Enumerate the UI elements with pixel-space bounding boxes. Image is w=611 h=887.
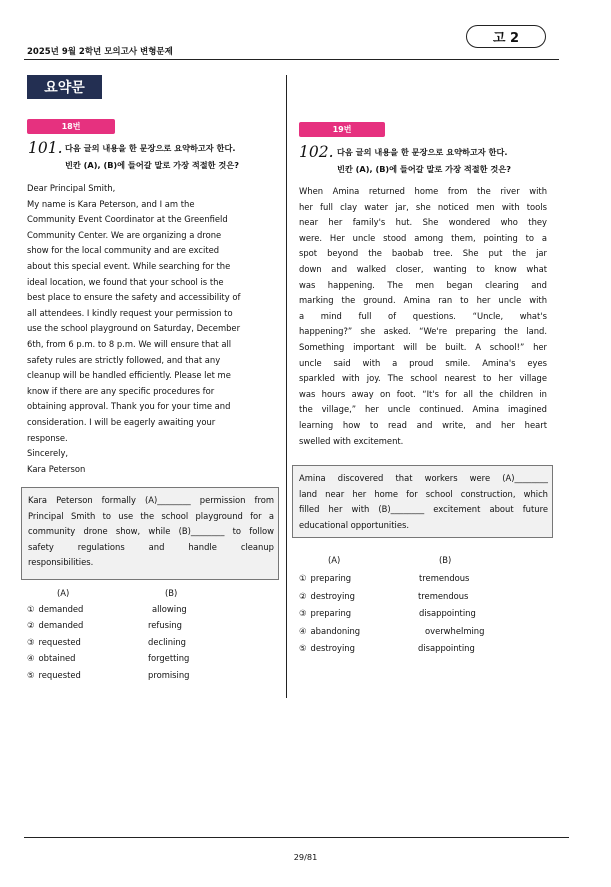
answer-choice[interactable]	[27, 667, 190, 683]
choice-a: obtained	[38, 653, 76, 664]
column-header-a: (A)	[328, 555, 341, 565]
passage-line: Something important will be built. A school!” her	[299, 341, 547, 352]
choice-b: tremendous	[419, 573, 470, 583]
question-prompt-line2: 빈칸 (A), (B)에 들어갈 말로 가장 적절한 것은?	[337, 164, 511, 174]
question-tag-18: 18번	[27, 119, 115, 134]
passage-line: Sincerely,	[27, 448, 69, 459]
summary-line: Amina discovered that workers were (A)________	[299, 473, 548, 483]
passage-line: about this special event. While searching for the	[27, 260, 231, 271]
passage-line: spot beyond the baobab tree. She put the jar	[299, 248, 547, 259]
passage-line: near her family's hut. She wondered who they	[299, 217, 547, 228]
choice-b: allowing	[152, 604, 187, 614]
passage-line: Dear Principal Smith,	[27, 183, 116, 193]
choice-list-102	[299, 570, 485, 658]
answer-choice[interactable]	[299, 623, 485, 641]
choice-number: ②	[299, 590, 307, 601]
choice-a: preparing	[310, 608, 352, 619]
choice-a: requested	[38, 636, 81, 647]
summary-line: educational opportunities.	[299, 519, 410, 530]
question-prompt-line1: 다음 글의 내용을 한 문장으로 요약하고자 한다.	[65, 143, 236, 153]
header-divider	[24, 59, 559, 60]
passage-line: all attendees. I kindly request your permission to	[27, 307, 233, 318]
passage-line: know if there are any specific procedures for	[27, 385, 215, 396]
passage-line: marking the ground. Amina ran to her uncle with	[299, 295, 547, 306]
choice-number: ⑤	[299, 643, 307, 654]
summary-box-101	[21, 487, 279, 580]
passage-line: Community Event Coordinator at the Greenfield	[27, 214, 228, 225]
passage-line: was happening. The men began clearing and	[299, 279, 547, 290]
choice-b: tremendous	[418, 590, 469, 601]
answer-choice[interactable]	[299, 640, 475, 658]
answer-choice[interactable]	[299, 570, 470, 588]
choice-number: ③	[299, 608, 307, 619]
passage-line: sparkled with joy. The school nearest to her village	[299, 373, 547, 384]
answer-choice[interactable]	[27, 650, 190, 666]
choice-number: ④	[27, 653, 35, 664]
choice-number: ④	[299, 625, 307, 636]
column-header-b: (B)	[439, 555, 452, 565]
summary-line: Kara Peterson formally (A)________ permission from	[28, 495, 274, 505]
choice-b: disappointing	[419, 608, 476, 619]
answer-choice[interactable]	[27, 634, 186, 650]
choice-a: demanded	[38, 620, 84, 631]
passage-line: cleanup will be handled efficiently. Please let me	[27, 370, 231, 381]
choice-list-101	[27, 601, 190, 683]
section-title: 요약문	[27, 75, 102, 99]
passage-line: learning how to read and write, and her heart	[299, 419, 547, 430]
choice-a: abandoning	[310, 625, 361, 636]
answer-choice[interactable]	[299, 588, 469, 606]
column-divider	[286, 75, 287, 698]
answer-choice[interactable]	[27, 617, 182, 633]
summary-line: Principal Smith to use the school playground for a	[28, 510, 274, 521]
question-tag-19: 19번	[299, 122, 385, 137]
question-number-102: 102.	[299, 143, 334, 161]
passage-line: Community Center. We are organizing a drone	[27, 229, 222, 240]
question-prompt-line2: 빈칸 (A), (B)에 들어갈 말로 가장 적절한 것은?	[65, 160, 239, 170]
summary-line: community drone show, while (B)________ to follow	[28, 526, 274, 536]
grade-badge: 고 2	[466, 25, 546, 48]
summary-line: responsibilities.	[28, 557, 94, 567]
summary-line: filled her with (B)________ excitement about future	[299, 504, 548, 514]
passage-line: obtaining approval. Thank you for your time and	[27, 401, 231, 412]
choice-number: ③	[27, 636, 35, 647]
passage-line: down and walked closer, wanting to know what	[299, 263, 547, 274]
passage-line: 6th, from 6 p.m. to 8 p.m. We will ensure that all	[27, 338, 232, 349]
choice-b: forgetting	[148, 653, 190, 664]
choice-number: ①	[27, 604, 35, 614]
choice-a: requested	[38, 669, 81, 680]
passage-101	[27, 181, 270, 477]
choice-b: declining	[148, 636, 186, 647]
passage-line: use the school playground on Saturday, December	[27, 323, 241, 334]
passage-102	[299, 184, 547, 449]
choice-b: overwhelming	[425, 625, 485, 636]
passage-line: was hours away on foot. “It's for all the children in	[299, 388, 547, 399]
choice-a: preparing	[310, 573, 352, 583]
passage-line: Kara Peterson	[27, 463, 86, 474]
passage-line: show for the local community and are excited	[27, 245, 220, 256]
choice-number: ②	[27, 620, 35, 631]
passage-line: ideal location, we found that your school is the	[27, 276, 224, 287]
choice-a: destroying	[310, 590, 355, 601]
column-header-a: (A)	[57, 588, 70, 598]
choice-b: promising	[148, 669, 190, 680]
summary-line: safety regulations and handle cleanup	[28, 541, 274, 552]
passage-line: consideration. I will be eagerly awaiting your	[27, 416, 216, 427]
choice-number: ⑤	[27, 669, 35, 680]
choice-a: demanded	[38, 604, 84, 614]
passage-line: uncle said with a proud smile. Amina's eyes	[299, 357, 547, 368]
passage-line: response.	[27, 432, 68, 443]
question-prompt-line1: 다음 글의 내용을 한 문장으로 요약하고자 한다.	[337, 147, 508, 157]
passage-line: a mind full of questions. “Uncle, what's	[299, 310, 547, 321]
choice-b: refusing	[148, 620, 182, 631]
answer-choice[interactable]	[299, 605, 476, 623]
passage-line: My name is Kara Peterson, and I am the	[27, 198, 195, 209]
header-title: 2025년 9월 2학년 모의고사 변형문제	[27, 47, 173, 57]
question-number-101: 101.	[28, 139, 63, 157]
passage-line: safety rules are strictly followed, and that any	[27, 354, 221, 365]
passage-line: happening?” she asked. “We're preparing the land.	[299, 326, 547, 337]
passage-line: best place to ensure the safety and accessibility of	[27, 292, 241, 303]
column-header-b: (B)	[165, 588, 178, 598]
answer-choice[interactable]	[27, 601, 187, 617]
summary-line: land near her home for school construction, which	[299, 488, 548, 499]
page-number: 29/81	[293, 852, 318, 862]
choice-a: destroying	[310, 643, 355, 654]
choice-number: ①	[299, 573, 307, 583]
choice-b: disappointing	[418, 643, 475, 654]
passage-line: were. Her uncle stood among them, pointing to a	[299, 232, 547, 243]
passage-line: When Amina returned home from the river with	[299, 186, 547, 196]
summary-box-102	[292, 465, 553, 538]
passage-line: the village,” her uncle continued. Amina imagined	[299, 404, 547, 415]
passage-line: her full clay water jar, she noticed men with tools	[299, 201, 547, 212]
footer-divider	[24, 837, 569, 838]
passage-line: swelled with excitement.	[299, 435, 404, 446]
